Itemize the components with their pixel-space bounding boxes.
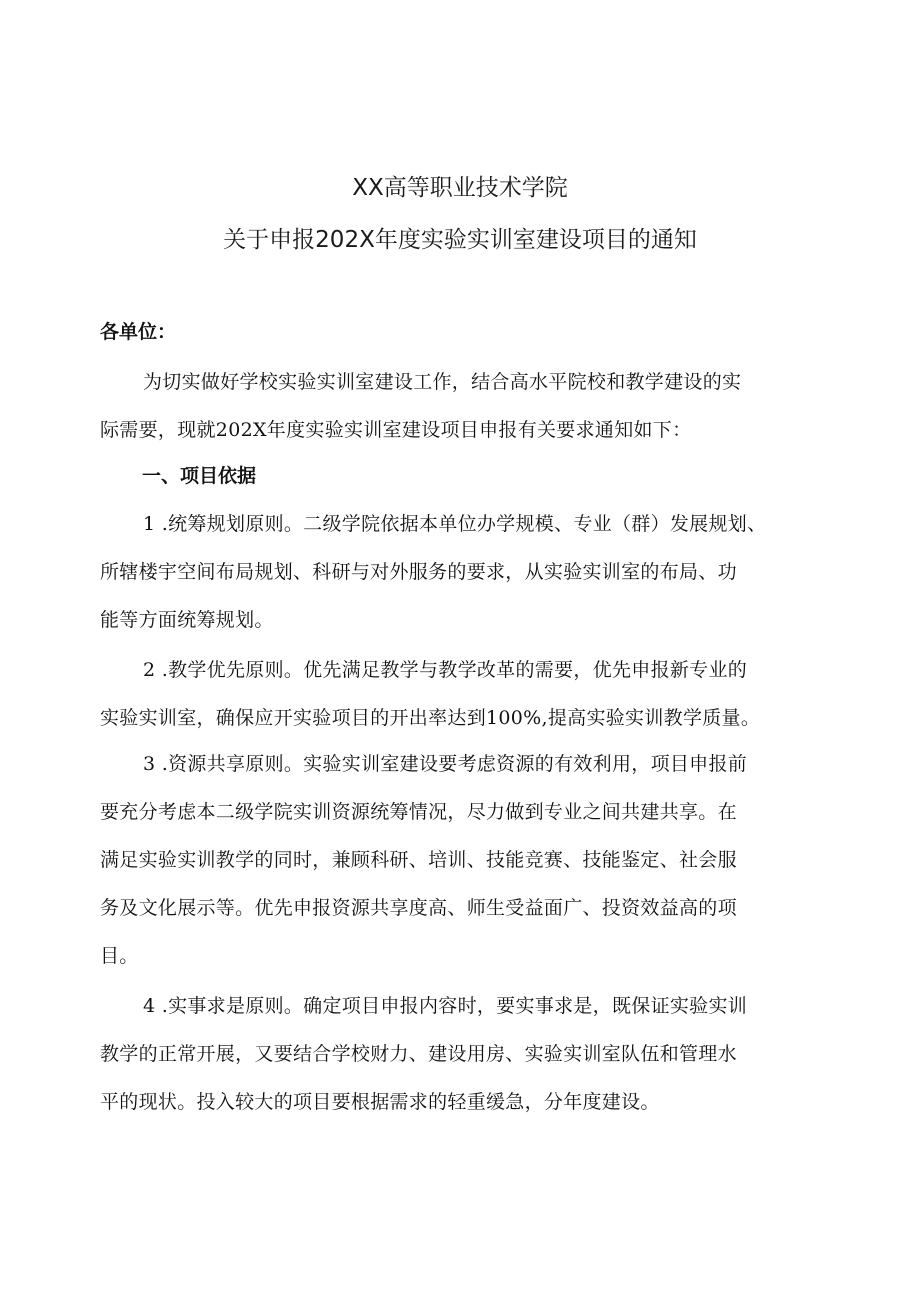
intro-line: 为切实做好学校实验实训室建设工作，结合高水平院校和教学建设的实 (143, 371, 742, 393)
item-1-line: 能等方面统筹规划。 (100, 609, 274, 631)
item-2-line: 实验实训室，确保应开实验项目的开出率达到100%,提高实验实训教学质量。 (100, 707, 761, 729)
item-3-line: 满足实验实训教学的同时，兼顾科研、培训、技能竞赛、技能鉴定、社会服 (100, 849, 737, 871)
item-3-line: 3 .资源共享原则。实验实训室建设要考虑资源的有效利用，项目申报前 (143, 753, 748, 775)
item-1-line: 1 .统筹规划原则。二级学院依据本单位办学规模、专业（群）发展规划、 (143, 513, 767, 535)
intro-paragraph (100, 358, 822, 454)
item-3-line: 目。 (100, 945, 139, 967)
item-4-paragraph (100, 982, 822, 1126)
item-1-paragraph (100, 500, 822, 644)
document-title-line-1: XX高等职业技术学院 (352, 175, 568, 201)
item-3-line: 务及文化展示等。优先申报资源共享度高、师生受益面广、投资效益高的项 (100, 897, 737, 919)
item-4-line: 教学的正常开展，又要结合学校财力、建设用房、实验实训室队伍和管理水 (100, 1043, 737, 1065)
item-3-line: 要充分考虑本二级学院实训资源统筹情况，尽力做到专业之间共建共享。在 (100, 801, 737, 823)
item-2-paragraph (100, 646, 822, 742)
document-title-line-2: 关于申报202X年度实验实训室建设项目的通知 (223, 227, 697, 253)
salutation: 各单位： (100, 321, 177, 343)
section-heading-1: 一、项目依据 (142, 465, 257, 487)
item-1-line: 所辖楼宇空间布局规划、科研与对外服务的要求，从实验实训室的布局、功 (100, 561, 737, 583)
intro-line: 际需要，现就202X年度实验实训室建设项目申报有关要求通知如下： (100, 419, 692, 441)
item-4-line: 平的现状。投入较大的项目要根据需求的轻重缓急，分年度建设。 (100, 1091, 660, 1113)
item-3-paragraph (100, 740, 822, 980)
item-4-line: 4 .实事求是原则。确定项目申报内容时，要实事求是，既保证实验实训 (143, 995, 748, 1017)
item-2-line: 2 .教学优先原则。优先满足教学与教学改革的需要，优先申报新专业的 (143, 659, 748, 681)
